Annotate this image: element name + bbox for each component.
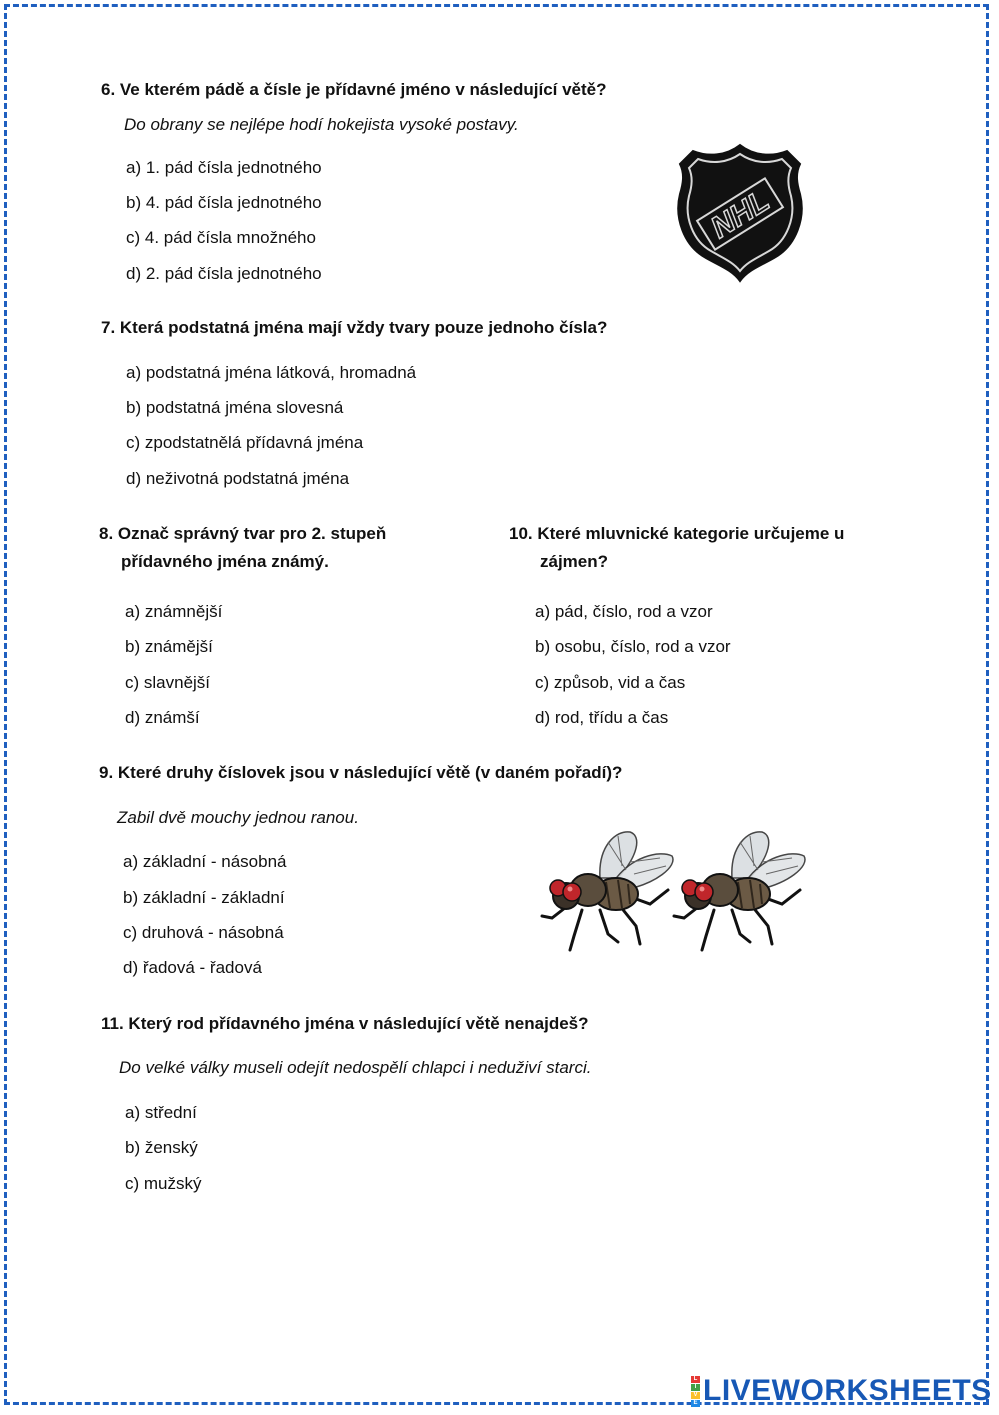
question-11-option-b[interactable]: b) ženský [125, 1138, 198, 1157]
question-10-option-c[interactable]: c) způsob, vid a čas [535, 673, 686, 692]
question-7-option-d[interactable]: d) neživotná podstatná jména [126, 469, 350, 488]
question-10-option-d[interactable]: d) rod, třídu a čas [535, 708, 669, 727]
question-9-sentence: Zabil dvě mouchy jednou ranou. [117, 808, 359, 827]
question-10-title-line2: zájmen? [540, 552, 609, 571]
question-8-option-b[interactable]: b) známější [125, 637, 213, 656]
svg-text:NHL: NHL [705, 184, 776, 245]
question-11-title: 11. Který rod přídavného jména v následující větě nenajdeš? [101, 1014, 589, 1033]
question-7-option-a[interactable]: a) podstatná jména látková, hromadná [126, 363, 417, 382]
question-11-option-c[interactable]: c) mužský [125, 1174, 202, 1193]
question-11-sentence: Do velké války museli odejít nedospělí chlapci i neduživí starci. [119, 1058, 592, 1077]
question-9-option-b[interactable]: b) základní - základní [123, 888, 285, 907]
question-7-title: 7. Která podstatná jména mají vždy tvary pouze jednoho čísla? [101, 318, 608, 337]
question-6-title: 6. Ve kterém pádě a čísle je přídavné jméno v následující větě? [101, 80, 607, 99]
question-6-sentence: Do obrany se nejlépe hodí hokejista vysoké postavy. [124, 115, 519, 134]
question-6-option-c[interactable]: c) 4. pád čísla množného [126, 228, 316, 247]
question-10-option-b[interactable]: b) osobu, číslo, rod a vzor [535, 637, 731, 656]
question-8-title-line2: přídavného jména známý. [121, 552, 329, 571]
question-9-option-d[interactable]: d) řadová - řadová [123, 958, 262, 977]
question-10-title-line1: 10. Které mluvnické kategorie určujeme u [509, 524, 845, 543]
two-flies-illustration [530, 826, 815, 958]
question-7-option-c[interactable]: c) zpodstatnělá přídavná jména [126, 433, 364, 452]
question-8-option-a[interactable]: a) známnější [125, 602, 223, 621]
question-9-option-c[interactable]: c) druhová - násobná [123, 923, 284, 942]
question-10-option-a[interactable]: a) pád, číslo, rod a vzor [535, 602, 713, 621]
live-badge-icon: L I V E [691, 1376, 700, 1407]
question-6-option-d[interactable]: d) 2. pád čísla jednotného [126, 264, 322, 283]
question-8-title-line1: 8. Označ správný tvar pro 2. stupeň [99, 524, 387, 543]
question-8-option-d[interactable]: d) známší [125, 708, 200, 727]
question-6-option-b[interactable]: b) 4. pád čísla jednotného [126, 193, 322, 212]
question-6-option-a[interactable]: a) 1. pád čísla jednotného [126, 158, 322, 177]
question-9-title: 9. Které druhy číslovek jsou v následující větě (v daném pořadí)? [99, 763, 623, 782]
page-border [4, 4, 989, 1405]
question-7-option-b[interactable]: b) podstatná jména slovesná [126, 398, 344, 417]
question-11-option-a[interactable]: a) střední [125, 1103, 197, 1122]
liveworksheets-logo [691, 1374, 992, 1408]
question-8-option-c[interactable]: c) slavnější [125, 673, 211, 692]
nhl-shield-logo [676, 142, 804, 284]
brand-name: LIVEWORKSHEETS [703, 1374, 992, 1407]
question-9-option-a[interactable]: a) základní - násobná [123, 852, 287, 871]
